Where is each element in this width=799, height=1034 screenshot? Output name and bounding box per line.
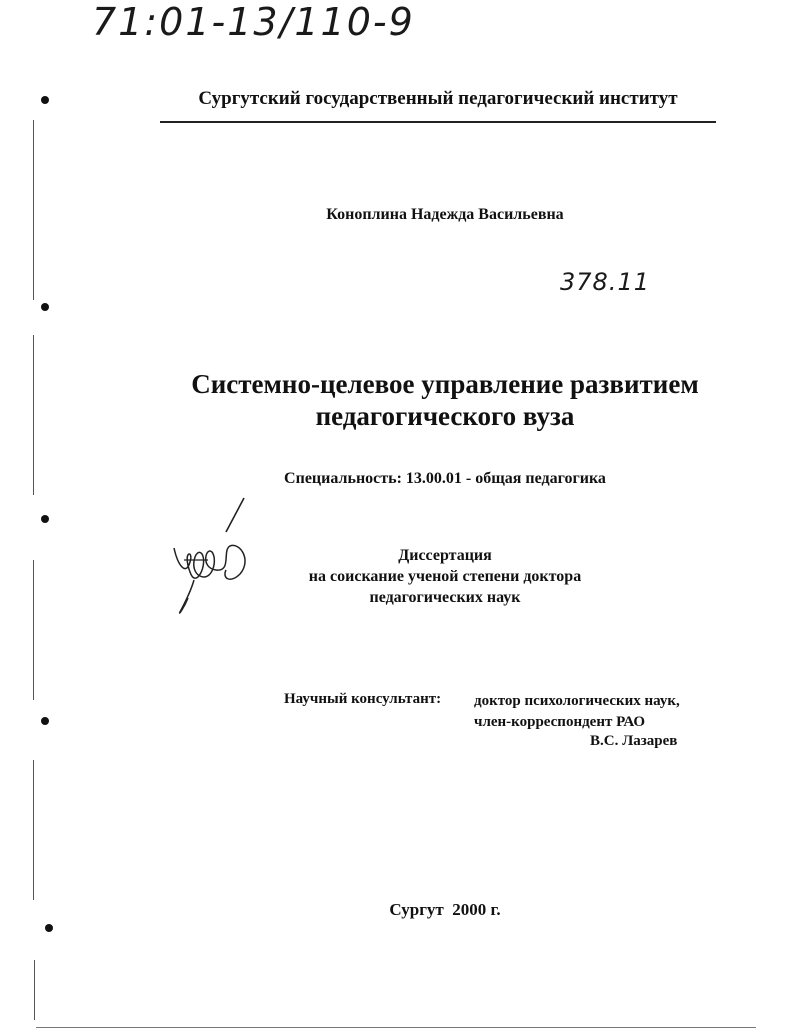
binding-hole-dot xyxy=(45,924,53,932)
margin-line xyxy=(34,960,35,1020)
udc-note: 378.11 xyxy=(560,268,650,296)
degree-statement xyxy=(200,545,690,608)
binding-hole-dot xyxy=(41,515,49,523)
header-rule xyxy=(160,121,716,123)
margin-line xyxy=(33,560,34,700)
archive-code: 71:01-13/110-9 xyxy=(92,0,415,44)
degree-line-1: Диссертация xyxy=(398,547,492,564)
place-year: Сургут 2000 г. xyxy=(389,900,501,919)
institution-name: Сургутский государственный педагогический институт xyxy=(198,88,678,109)
title-line-1: Системно-целевое управление развитием xyxy=(191,369,699,399)
bottom-edge-line xyxy=(36,1027,756,1028)
specialty: Специальность: 13.00.01 - общая педагогика xyxy=(284,470,606,487)
margin-line xyxy=(33,760,34,900)
title-line-2: педагогического вуза xyxy=(315,401,575,431)
degree-line-3: педагогических наук xyxy=(369,589,521,606)
margin-line xyxy=(33,335,34,495)
consultant-degree: доктор психологических наук, xyxy=(474,693,680,709)
margin-line xyxy=(33,120,34,300)
binding-hole-dot xyxy=(41,303,49,311)
binding-hole-dot xyxy=(41,717,49,725)
consultant-name: В.С. Лазарев xyxy=(590,733,678,749)
consultant-label: Научный консультант: xyxy=(284,691,442,707)
dissertation-title xyxy=(160,368,730,432)
degree-line-2: на соискание ученой степени доктора xyxy=(308,568,582,585)
consultant-title: член-корреспондент РАО xyxy=(474,714,646,730)
binding-hole-dot xyxy=(41,96,49,104)
consultant-details xyxy=(474,691,680,733)
author-name: Коноплина Надежда Васильевна xyxy=(326,206,564,223)
